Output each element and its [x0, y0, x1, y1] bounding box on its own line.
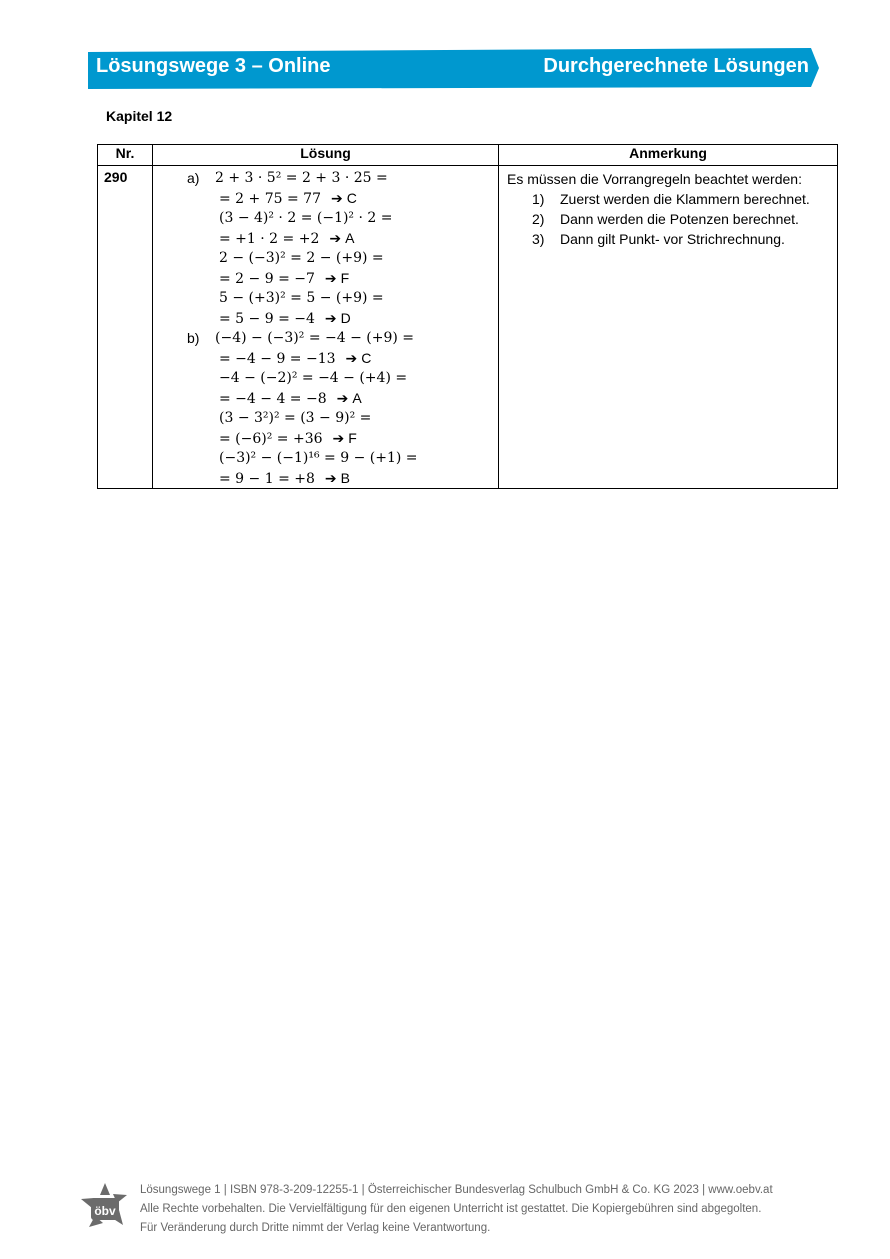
- expression-text: (3 − 3²)² = (3 − 9)² =: [219, 410, 372, 426]
- subtask-label: a): [187, 170, 200, 186]
- remark-number: 3): [532, 231, 545, 247]
- solution-line: [153, 388, 498, 408]
- arrow-right-icon: ➔: [330, 191, 343, 207]
- answer-letter: C: [346, 190, 357, 206]
- expression-text: 2 − (−3)² = 2 − (+9) =: [219, 250, 384, 266]
- arrow-right-icon: ➔: [345, 351, 358, 367]
- expression-text: (3 − 4)² · 2 = (−1)² · 2 =: [219, 210, 393, 226]
- expression-text: = −4 − 9 = −13: [219, 351, 336, 367]
- answer-letter: A: [352, 390, 362, 406]
- remark-text: Dann gilt Punkt- vor Strichrechnung.: [560, 231, 785, 247]
- solution-expression: [215, 168, 388, 188]
- expression-text: = (−6)² = +36: [219, 431, 323, 447]
- remark-item: [507, 229, 837, 249]
- solution-line: [153, 188, 498, 208]
- oebv-logo: [79, 1181, 131, 1238]
- answer-letter: D: [340, 310, 351, 326]
- solution-expression: [219, 448, 418, 468]
- solution-expression: [219, 248, 384, 268]
- remark-number: 2): [532, 211, 545, 227]
- expression-text: 5 − (+3)² = 5 − (+9) =: [219, 290, 384, 306]
- answer-letter: A: [345, 230, 355, 246]
- header-banner: [88, 48, 819, 89]
- solution-line: [153, 208, 498, 228]
- solution-expression: [219, 388, 362, 409]
- solution-expression: [215, 328, 414, 348]
- answer-letter: B: [340, 470, 350, 486]
- expression-text: (−4) − (−3)² = −4 − (+9) =: [215, 330, 415, 346]
- solution-line: [153, 428, 498, 448]
- arrow-right-icon: ➔: [329, 231, 342, 247]
- expression-text: 2 + 3 · 5² = 2 + 3 · 25 =: [215, 170, 388, 186]
- remark-text: Zuerst werden die Klammern berechnet.: [560, 191, 810, 207]
- solution-line: [153, 168, 498, 188]
- expression-text: = 5 − 9 = −4: [219, 311, 315, 327]
- oebv-logo-icon: [79, 1181, 131, 1233]
- solution-table: [97, 144, 838, 489]
- remark-text: Dann werden die Potenzen berechnet.: [560, 211, 799, 227]
- document-type-title: Durchgerechnete Lösungen: [543, 55, 809, 77]
- task-number: 290: [98, 166, 153, 489]
- solution-line: [153, 408, 498, 428]
- solution-expression: [219, 368, 407, 388]
- header-loesung: Lösung: [153, 145, 499, 166]
- remark-cell: [499, 166, 838, 489]
- solution-expression: [219, 228, 354, 249]
- arrow-right-icon: ➔: [332, 431, 345, 447]
- footer-line-2: Alle Rechte vorbehalten. Die Vervielfältigung für den eigenen Unterricht ist gestattet. Die Kopiergebühren sind abgegolten.: [140, 1203, 762, 1215]
- arrow-right-icon: ➔: [336, 391, 349, 407]
- arrow-right-icon: ➔: [324, 471, 337, 487]
- solution-expression: [219, 308, 351, 329]
- series-title: Lösungswege 3 – Online: [96, 55, 331, 77]
- solution-line: [153, 248, 498, 268]
- solution-line: [153, 228, 498, 248]
- arrow-right-icon: ➔: [324, 311, 337, 327]
- solution-cell: [153, 166, 499, 489]
- expression-text: = 9 − 1 = +8: [219, 471, 315, 487]
- expression-text: = −4 − 4 = −8: [219, 391, 327, 407]
- solution-expression: [219, 428, 357, 449]
- solution-expression: [219, 188, 357, 209]
- solution-line: [153, 308, 498, 328]
- expression-text: −4 − (−2)² = −4 − (+4) =: [219, 370, 408, 386]
- solution-line: [153, 468, 498, 488]
- solution-expression: [219, 468, 350, 489]
- solution-expression: [219, 208, 392, 228]
- table-row: [98, 166, 838, 489]
- header-nr: Nr.: [98, 145, 153, 166]
- header-anmerkung: Anmerkung: [499, 145, 838, 166]
- solution-line: [153, 328, 498, 348]
- remark-number: 1): [532, 191, 545, 207]
- chapter-heading: Kapitel 12: [106, 108, 173, 124]
- solution-expression: [219, 408, 371, 428]
- solution-line: [153, 288, 498, 308]
- remark-list: [507, 189, 837, 249]
- arrow-right-icon: ➔: [324, 271, 337, 287]
- footer-line-3: Für Veränderung durch Dritte nimmt der Verlag keine Verantwortung.: [140, 1222, 491, 1234]
- remark-intro: Es müssen die Vorrangregeln beachtet werden:: [507, 171, 802, 187]
- table-header-row: [98, 145, 838, 166]
- solution-line: [153, 448, 498, 468]
- expression-text: = 2 + 75 = 77: [219, 191, 321, 207]
- solution-expression: [219, 268, 349, 289]
- remark-item: [507, 189, 837, 209]
- answer-letter: F: [348, 430, 357, 446]
- answer-letter: C: [361, 350, 372, 366]
- footer-line-1: Lösungswege 1 | ISBN 978-3-209-12255-1 | Österreichischer Bundesverlag Schulbuch GmbH & Co. KG 2023 | www.oebv.at: [140, 1184, 773, 1196]
- solution-expression: [219, 348, 371, 369]
- expression-text: = +1 · 2 = +2: [219, 231, 320, 247]
- remark-item: [507, 209, 837, 229]
- solution-line: [153, 268, 498, 288]
- solution-expression: [219, 288, 384, 308]
- solution-line: [153, 368, 498, 388]
- expression-text: = 2 − 9 = −7: [219, 271, 315, 287]
- logo-text: öbv: [94, 1204, 116, 1218]
- expression-text: (−3)² − (−1)¹⁶ = 9 − (+1) =: [219, 450, 418, 466]
- solution-line: [153, 348, 498, 368]
- subtask-label: b): [187, 330, 200, 346]
- footer: [140, 1181, 773, 1238]
- answer-letter: F: [340, 270, 350, 286]
